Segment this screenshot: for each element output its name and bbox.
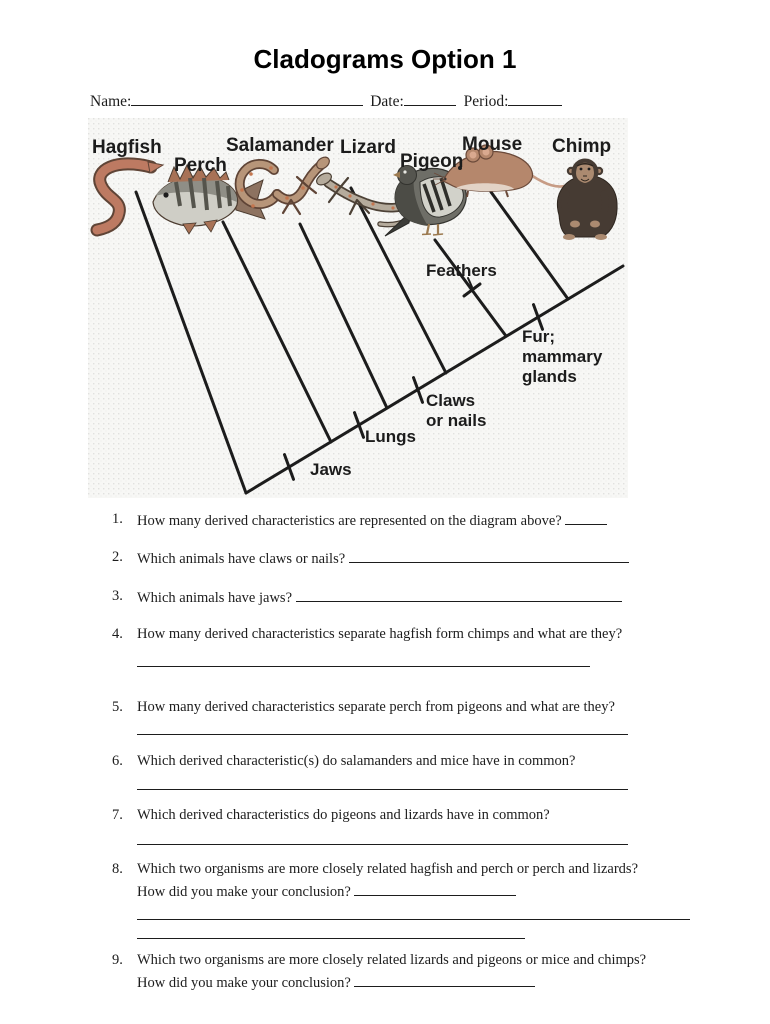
period-label: Period: [463, 93, 509, 110]
feathers-label: Feathers [426, 261, 497, 280]
question-number: 6. [112, 753, 123, 769]
perch-label: Perch [174, 155, 227, 176]
lizard-label: Lizard [340, 137, 396, 158]
pigeon-label: Pigeon [400, 151, 464, 172]
fur-label: Fur; mammary glands [522, 327, 603, 386]
cladogram-svg [88, 118, 628, 498]
question-number: 7. [112, 807, 123, 823]
page-title: Cladograms Option 1 [253, 44, 517, 74]
name-date-period-row [90, 92, 562, 111]
perch-eye [163, 192, 168, 197]
question-number: 2. [112, 549, 123, 565]
answer-blank-q3[interactable] [296, 588, 622, 602]
question-number: 3. [112, 588, 123, 604]
answer-blank-q1[interactable] [565, 511, 607, 525]
lungs-label: Lungs [365, 427, 416, 446]
question-number: 5. [112, 699, 123, 715]
answer-blank-q5[interactable] [137, 722, 628, 735]
question-8 [112, 861, 732, 939]
answer-blank-q7[interactable] [137, 832, 628, 845]
question-text: Which derived characteristic(s) do salamanders and mice have in common? [137, 753, 576, 769]
question-text: How did you make your conclusion? [137, 884, 351, 900]
question-number: 1. [112, 511, 123, 527]
chimp-label: Chimp [552, 136, 612, 157]
question-number: 4. [112, 626, 123, 642]
question-text: How many derived characteristics separate hagfish form chimps and what are they? [137, 626, 623, 642]
question-text: Which animals have claws or nails? [137, 551, 346, 567]
hagfish-label: Hagfish [92, 137, 162, 158]
date-answer-blank[interactable] [404, 92, 456, 106]
question-5 [112, 699, 732, 735]
cladogram-figure [88, 118, 628, 498]
name-label: Name: [90, 93, 132, 110]
answer-blank-q8-line1[interactable] [137, 907, 690, 920]
answer-blank-q4[interactable] [137, 654, 590, 667]
question-text: How many derived characteristics are represented on the diagram above? [137, 513, 562, 529]
period-answer-blank[interactable] [508, 92, 562, 106]
answer-blank-q8-inline[interactable] [354, 882, 516, 896]
mouse-label: Mouse [462, 134, 523, 155]
name-answer-blank[interactable] [131, 92, 363, 106]
claws-label: Claws or nails [426, 391, 487, 430]
answer-blank-q2[interactable] [349, 549, 629, 563]
date-label: Date: [370, 93, 404, 110]
jaws-label: Jaws [310, 460, 352, 479]
question-2 [112, 549, 732, 568]
question-list [112, 511, 732, 992]
question-6 [112, 753, 732, 790]
question-text: Which two organisms are more closely related hagfish and perch or perch and lizards? [137, 861, 639, 877]
answer-blank-q6[interactable] [137, 777, 628, 790]
question-1 [112, 511, 732, 530]
salamander-label: Salamander [226, 135, 334, 156]
question-number: 8. [112, 861, 123, 877]
question-4 [112, 626, 732, 667]
question-text: Which derived characteristics do pigeons and lizards have in common? [137, 807, 550, 823]
question-9 [112, 952, 732, 992]
figure-background [88, 118, 628, 498]
question-3 [112, 588, 732, 607]
answer-blank-q9-inline[interactable] [354, 973, 535, 987]
answer-blank-q8-line2[interactable] [137, 926, 525, 939]
question-text: Which animals have jaws? [137, 590, 293, 606]
question-number: 9. [112, 952, 123, 968]
question-text: How many derived characteristics separate perch from pigeons and what are they? [137, 699, 615, 715]
question-7 [112, 807, 732, 845]
question-text: Which two organisms are more closely related lizards and pigeons or mice and chimps? [137, 952, 647, 968]
question-text: How did you make your conclusion? [137, 975, 351, 991]
